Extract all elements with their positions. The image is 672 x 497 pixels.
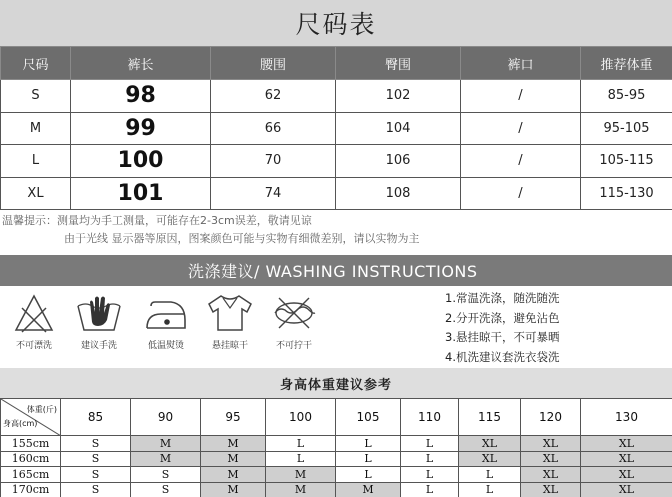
wash-label: 不可漂洗 [15, 341, 52, 351]
size-cell: M [336, 482, 401, 497]
size-cell: S [61, 482, 131, 497]
table-row [1, 80, 672, 113]
wash-item-low-iron [136, 292, 196, 351]
header-leg-opening: 裤口 [461, 47, 581, 80]
length-cell: 100 [71, 145, 211, 178]
height-cell: 165cm [1, 467, 61, 483]
hand-wash-icon [74, 292, 124, 334]
size-cell: S [131, 482, 201, 497]
size-table [0, 46, 672, 210]
hip-cell: 104 [336, 112, 461, 145]
size-cell: M [266, 467, 336, 483]
size-cell: M [1, 112, 71, 145]
size-cell: S [61, 436, 131, 452]
size-cell: L [459, 467, 521, 483]
hang-dry-icon [205, 292, 255, 334]
size-cell: L [401, 436, 459, 452]
wash-label: 不可拧干 [275, 341, 312, 351]
waist-cell: 74 [211, 177, 336, 210]
wash-item-hand-wash [69, 292, 129, 351]
size-cell: M [131, 451, 201, 467]
instruction-item: 1.常温洗涤，随洗随洗 [445, 291, 560, 305]
hip-cell: 102 [336, 80, 461, 113]
size-cell: M [201, 467, 266, 483]
length-cell: 98 [71, 80, 211, 113]
leg-opening-cell: / [461, 145, 581, 178]
leg-opening-cell: / [461, 177, 581, 210]
weight-cell: 130 [581, 399, 672, 436]
washing-title-bar [0, 255, 672, 286]
instruction-item: 2.分开洗涤，避免沾色 [445, 310, 560, 325]
leg-opening-cell: / [461, 112, 581, 145]
weight-cell: 85-95 [581, 80, 672, 113]
reference-title: 身高体重建议参考 [279, 377, 392, 393]
size-cell: XL [581, 482, 672, 497]
waist-cell: 66 [211, 112, 336, 145]
header-size: 尺码 [1, 47, 71, 80]
size-cell: M [201, 436, 266, 452]
header-hip: 臀围 [336, 47, 461, 80]
page-title-bar [0, 0, 672, 46]
hip-cell: 108 [336, 177, 461, 210]
size-cell: L [266, 436, 336, 452]
size-cell: L [401, 482, 459, 497]
washing-section [0, 286, 672, 368]
weight-cell: 90 [131, 399, 201, 436]
height-cell: 170cm [1, 482, 61, 497]
height-axis-label: 身高(cm) [3, 419, 38, 428]
size-cell: M [201, 482, 266, 497]
weight-cell: 115 [459, 399, 521, 436]
size-cell: S [1, 80, 71, 113]
washing-title: 洗涤建议/ WASHING INSTRUCTIONS [188, 262, 478, 281]
length-cell: 99 [71, 112, 211, 145]
size-cell: L [336, 467, 401, 483]
size-cell: L [401, 467, 459, 483]
weight-cell: 120 [521, 399, 581, 436]
length-cell: 101 [71, 177, 211, 210]
header-waist: 腰围 [211, 47, 336, 80]
leg-opening-cell: / [461, 80, 581, 113]
size-cell: XL [581, 451, 672, 467]
size-cell: S [61, 467, 131, 483]
size-cell: M [266, 482, 336, 497]
wash-label: 建议手洗 [80, 341, 117, 351]
size-cell: XL [581, 436, 672, 452]
table-row [1, 177, 672, 210]
table-row [1, 451, 672, 467]
size-cell: M [131, 436, 201, 452]
weight-cell: 105-115 [581, 145, 672, 178]
size-cell: XL [581, 467, 672, 483]
size-cell: L [336, 451, 401, 467]
size-cell: XL [521, 436, 581, 452]
weight-header-row [1, 399, 672, 436]
washing-instructions-list [445, 289, 665, 367]
wash-label: 悬挂晾干 [211, 341, 248, 351]
size-cell: L [459, 482, 521, 497]
size-table-header [1, 47, 672, 80]
tip-line-1: 温馨提示：测量均为手工测量，可能存在2-3cm误差，敬请见谅 [2, 214, 312, 227]
size-cell: S [61, 451, 131, 467]
instruction-item: 3.悬挂晾干，不可暴晒 [445, 330, 560, 344]
weight-cell: 115-130 [581, 177, 672, 210]
washing-icons [0, 286, 330, 368]
size-cell: XL [521, 467, 581, 483]
table-row [1, 436, 672, 452]
size-cell: XL [521, 482, 581, 497]
table-row [1, 467, 672, 483]
size-cell: L [1, 145, 71, 178]
no-wring-icon [269, 292, 319, 334]
corner-cell [1, 399, 61, 436]
table-row [1, 145, 672, 178]
wash-item-no-bleach [4, 292, 64, 351]
header-weight: 推荐体重 [581, 47, 672, 80]
low-iron-icon [141, 292, 191, 334]
weight-cell: 95-105 [581, 112, 672, 145]
hip-cell: 106 [336, 145, 461, 178]
height-cell: 155cm [1, 436, 61, 452]
wash-item-hang-dry [200, 292, 260, 351]
size-cell: L [266, 451, 336, 467]
table-row [1, 112, 672, 145]
waist-cell: 62 [211, 80, 336, 113]
tip-line-2: 由于光线 显示器等原因，图案颜色可能与实物有细微差别，请以实物为主 [64, 232, 420, 245]
size-cell: S [131, 467, 201, 483]
size-cell: XL [521, 451, 581, 467]
size-cell: XL [459, 436, 521, 452]
table-row [1, 482, 672, 497]
weight-cell: 85 [61, 399, 131, 436]
weight-cell: 110 [401, 399, 459, 436]
size-cell: L [401, 451, 459, 467]
weight-cell: 100 [266, 399, 336, 436]
size-cell: XL [459, 451, 521, 467]
weight-cell: 105 [336, 399, 401, 436]
height-cell: 160cm [1, 451, 61, 467]
wash-item-no-wring [264, 292, 324, 351]
weight-axis-label: 体重(斤) [26, 405, 57, 414]
reference-title-bar [0, 368, 672, 398]
instruction-item: 4.机洗建议套洗衣袋洗 [445, 349, 560, 364]
no-bleach-icon [12, 292, 56, 334]
measurement-tips [0, 212, 672, 248]
size-cell: XL [1, 177, 71, 210]
page-title: 尺码表 [295, 10, 377, 39]
header-length: 裤长 [71, 47, 211, 80]
height-weight-table [0, 398, 672, 497]
size-cell: M [201, 451, 266, 467]
weight-cell: 95 [201, 399, 266, 436]
wash-label: 低温熨烫 [147, 341, 184, 351]
size-cell: L [336, 436, 401, 452]
waist-cell: 70 [211, 145, 336, 178]
